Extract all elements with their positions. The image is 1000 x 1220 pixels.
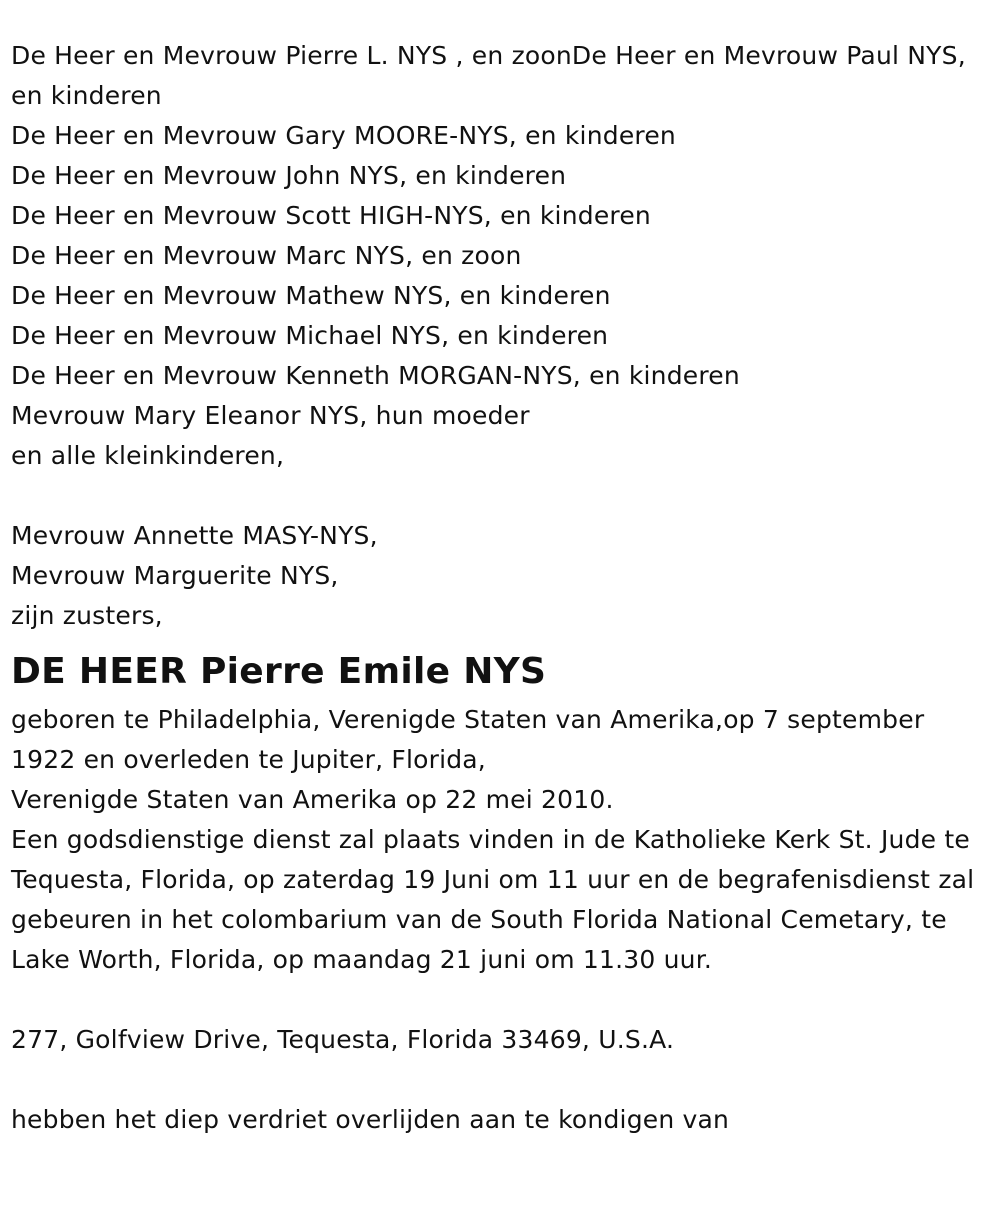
sister-line-3: zijn zusters,: [11, 601, 163, 630]
family-list: [11, 36, 986, 476]
sister-line-2: Mevrouw Marguerite NYS,: [11, 561, 339, 590]
deceased-name: DE HEER Pierre Emile NYS: [11, 651, 547, 692]
family-line-3: De Heer en Mevrouw John NYS, en kinderen: [11, 161, 567, 190]
spacer: [11, 476, 986, 516]
family-line-8: De Heer en Mevrouw Kenneth MORGAN-NYS, en kinderen: [11, 361, 740, 390]
family-line-2: De Heer en Mevrouw Gary MOORE-NYS, en kinderen: [11, 121, 676, 150]
birth-text: geboren te Philadelphia, Verenigde Staten van Amerika,op 7 september 1922 en overleden te Jupiter, Florida,: [11, 705, 925, 774]
family-line-4: De Heer en Mevrouw Scott HIGH-NYS, en kinderen: [11, 201, 651, 230]
sister-line-1: Mevrouw Annette MASY-NYS,: [11, 521, 378, 550]
family-line-9: Mevrouw Mary Eleanor NYS, hun moeder: [11, 401, 530, 430]
family-line-10: en alle kleinkinderen,: [11, 441, 285, 470]
obituary-document: [11, 36, 986, 1140]
death-text: Verenigde Staten van Amerika op 22 mei 2010.: [11, 785, 614, 814]
family-line-1: De Heer en Mevrouw Pierre L. NYS , en zoonDe Heer en Mevrouw Paul NYS, en kinderen: [11, 41, 966, 110]
spacer: [11, 980, 986, 1020]
family-line-5: De Heer en Mevrouw Marc NYS, en zoon: [11, 241, 522, 270]
family-line-6: De Heer en Mevrouw Mathew NYS, en kinderen: [11, 281, 611, 310]
address-text: 277, Golfview Drive, Tequesta, Florida 33469, U.S.A.: [11, 1025, 675, 1054]
service-text: Een godsdienstige dienst zal plaats vinden in de Katholieke Kerk St. Jude te Tequesta, Florida, op zaterdag 19 Juni om 11 uur en de begrafenisdienst zal gebeuren in het colombarium van de South Florida National Cemetary, te Lake Worth, Florida, op maandag 21 juni om 11.30 uur.: [11, 825, 975, 974]
sisters-list: [11, 516, 986, 636]
family-line-7: De Heer en Mevrouw Michael NYS, en kinderen: [11, 321, 609, 350]
closing-text: hebben het diep verdriet overlijden aan te kondigen van: [11, 1105, 730, 1134]
deceased-details: [11, 700, 986, 980]
spacer: [11, 1060, 986, 1100]
